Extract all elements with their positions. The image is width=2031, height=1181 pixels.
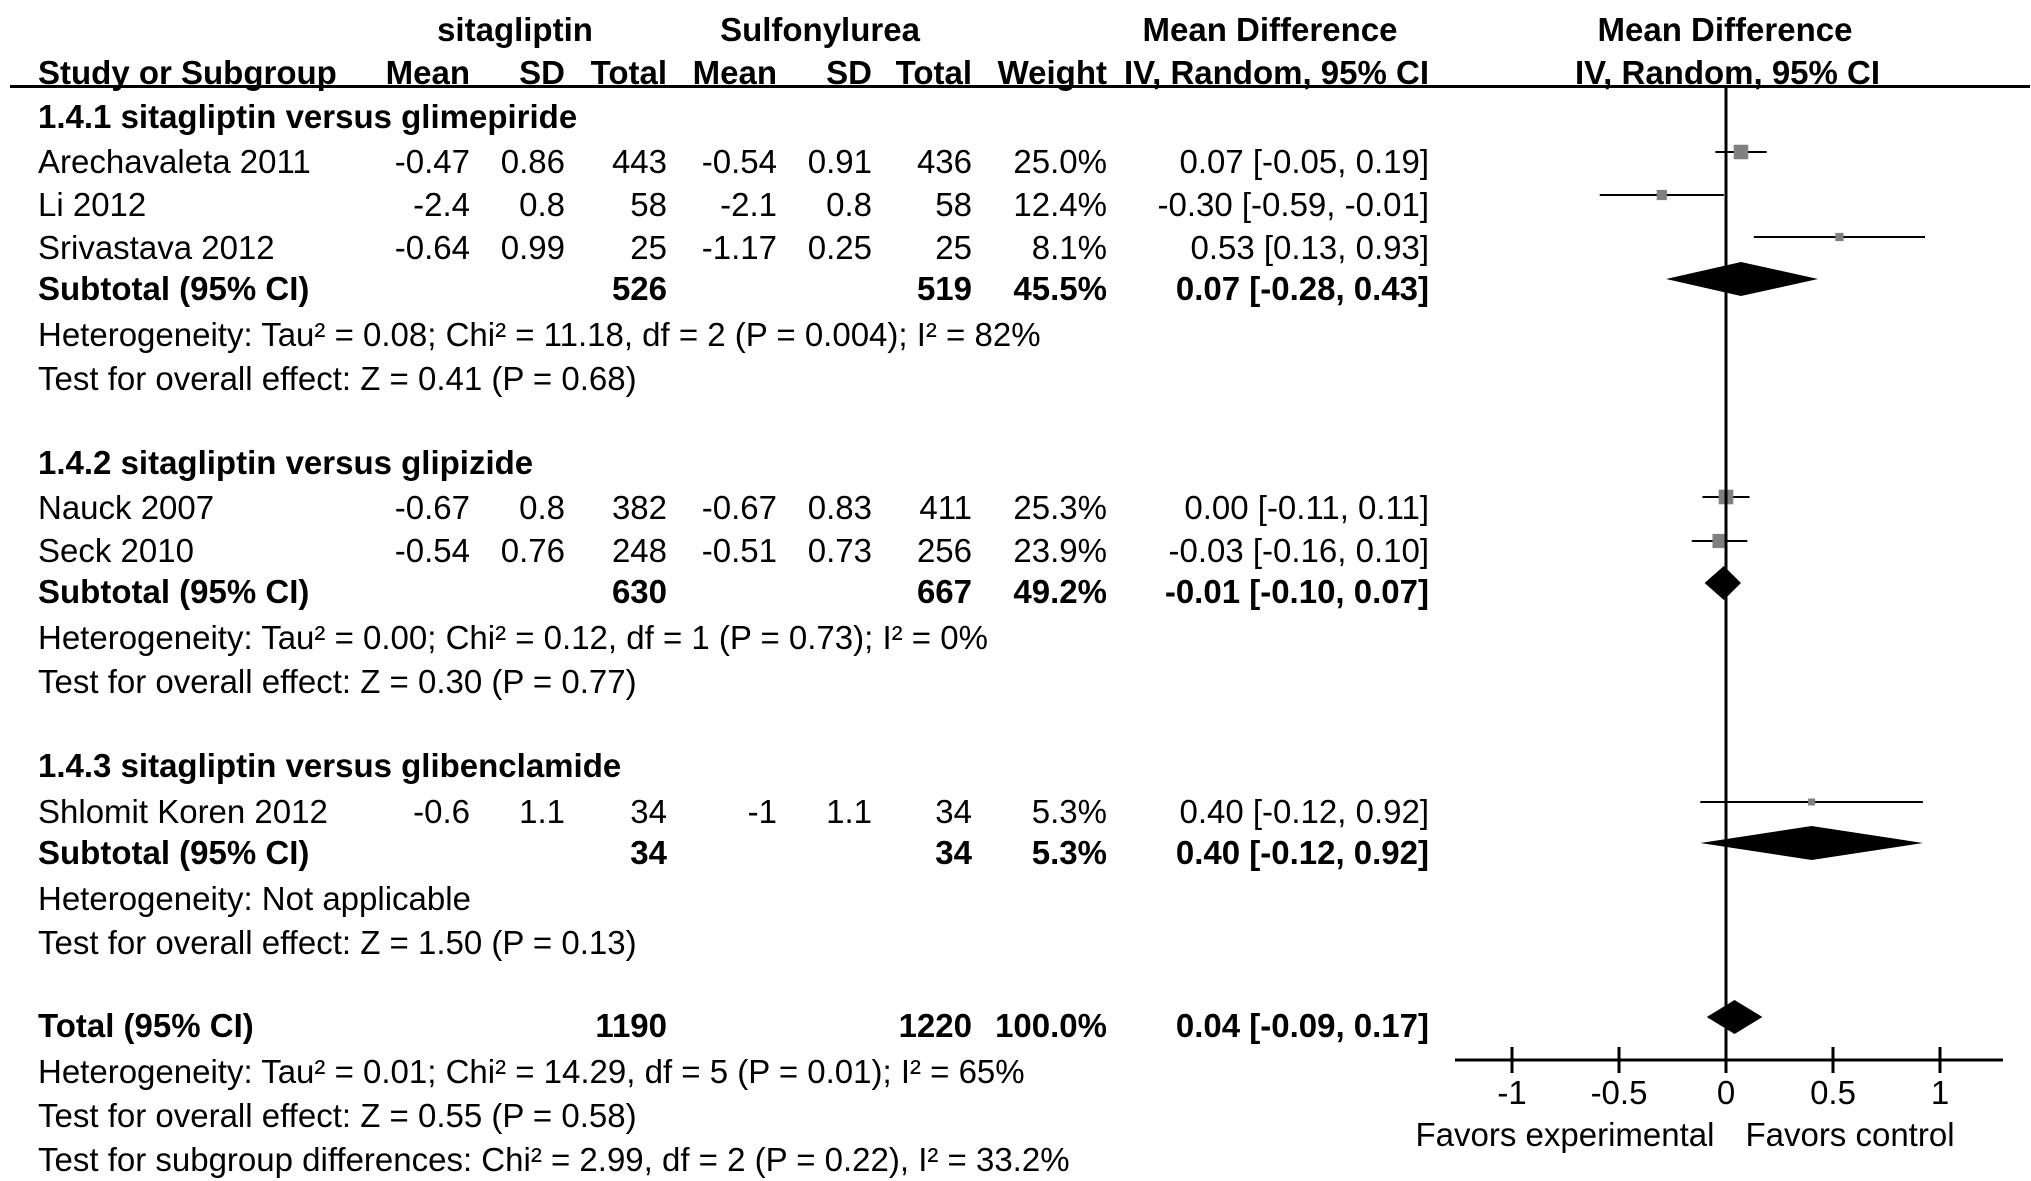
heterogeneity-text: Heterogeneity: Tau² = 0.08; Chi² = 11.18, df = 2 (P = 0.004); I² = 82% — [38, 316, 1041, 353]
header-weight: Weight — [997, 54, 1107, 91]
x-axis-tick-label: 1 — [1930, 1074, 1950, 1111]
pooled-diamond — [1707, 1000, 1763, 1034]
weight: 25.3% — [1013, 489, 1107, 526]
sd-exp: 0.8 — [519, 489, 565, 526]
pooled-diamond — [1705, 566, 1741, 600]
subtotal-total-ctl: 34 — [935, 834, 972, 871]
total-effect-ci: 0.04 [-0.09, 0.17] — [1175, 1007, 1429, 1044]
total-exp: 58 — [630, 186, 667, 223]
effect-ci: 0.07 [-0.05, 0.19] — [1179, 143, 1429, 180]
subgroup-differences-text: Test for subgroup differences: Chi² = 2.99, df = 2 (P = 0.22), I² = 33.2% — [38, 1141, 1070, 1178]
total-total-ctl: 1220 — [898, 1007, 972, 1044]
weight: 8.1% — [1031, 229, 1107, 266]
header-group-experimental: sitagliptin — [437, 11, 593, 48]
total-exp: 25 — [630, 229, 667, 266]
favors-left-label: Favors experimental — [1415, 1116, 1715, 1153]
total-ctl: 256 — [916, 532, 972, 569]
effect-ci: 0.53 [0.13, 0.93] — [1190, 229, 1429, 266]
header-plot-title: Mean Difference — [1597, 11, 1853, 48]
mean-ctl: -0.54 — [701, 143, 777, 180]
header-plot-method: IV, Random, 95% CI — [1575, 54, 1881, 91]
overall-effect-text: Test for overall effect: Z = 0.41 (P = 0.68) — [38, 360, 637, 397]
header-total-ctl: Total — [895, 54, 972, 91]
effect-ci: 0.40 [-0.12, 0.92] — [1179, 793, 1429, 830]
study-name: Arechavaleta 2011 — [38, 143, 311, 180]
header-study-column: Study or Subgroup — [38, 54, 337, 91]
subtotal-label: Subtotal (95% CI) — [38, 270, 310, 307]
subtotal-label: Subtotal (95% CI) — [38, 834, 310, 871]
total-exp: 34 — [630, 793, 667, 830]
weight: 25.0% — [1013, 143, 1107, 180]
study-name: Shlomit Koren 2012 — [38, 793, 328, 830]
mean-exp: -0.47 — [394, 143, 470, 180]
sd-exp: 0.99 — [500, 229, 565, 266]
mean-ctl: -0.51 — [701, 532, 777, 569]
study-point-square — [1808, 799, 1815, 806]
mean-exp: -0.6 — [413, 793, 470, 830]
study-point-square — [1657, 190, 1667, 200]
study-name: Seck 2010 — [38, 532, 194, 569]
effect-ci: -0.30 [-0.59, -0.01] — [1157, 186, 1429, 223]
mean-exp: -2.4 — [413, 186, 470, 223]
subtotal-total-exp: 630 — [611, 573, 667, 610]
weight: 5.3% — [1031, 793, 1107, 830]
sd-ctl: 0.8 — [826, 186, 872, 223]
subtotal-total-exp: 526 — [611, 270, 667, 307]
sd-exp: 0.8 — [519, 186, 565, 223]
study-point-square — [1835, 233, 1843, 241]
subtotal-total-ctl: 519 — [916, 270, 972, 307]
subtotal-total-exp: 34 — [630, 834, 667, 871]
overall-effect-text: Test for overall effect: Z = 1.50 (P = 0.13) — [38, 924, 637, 961]
total-overall-effect-text: Test for overall effect: Z = 0.55 (P = 0.58) — [38, 1097, 637, 1134]
subtotal-effect-ci: -0.01 [-0.10, 0.07] — [1164, 573, 1429, 610]
subtotal-weight: 45.5% — [1013, 270, 1107, 307]
header-effect-method: IV, Random, 95% CI — [1123, 54, 1429, 91]
x-axis-tick-label: -1 — [1497, 1074, 1527, 1111]
study-name: Srivastava 2012 — [38, 229, 275, 266]
weight: 23.9% — [1013, 532, 1107, 569]
total-ctl: 25 — [935, 229, 972, 266]
mean-exp: -0.64 — [394, 229, 470, 266]
subtotal-total-ctl: 667 — [916, 573, 972, 610]
subtotal-weight: 49.2% — [1013, 573, 1107, 610]
total-label: Total (95% CI) — [38, 1007, 254, 1044]
total-ctl: 34 — [935, 793, 972, 830]
total-exp: 382 — [611, 489, 667, 526]
subgroup-title: 1.4.3 sitagliptin versus glibenclamide — [38, 747, 622, 784]
effect-ci: -0.03 [-0.16, 0.10] — [1168, 532, 1429, 569]
sd-ctl: 1.1 — [826, 793, 872, 830]
subtotal-effect-ci: 0.07 [-0.28, 0.43] — [1175, 270, 1429, 307]
favors-right-label: Favors control — [1745, 1116, 1955, 1153]
subtotal-effect-ci: 0.40 [-0.12, 0.92] — [1175, 834, 1429, 871]
weight: 12.4% — [1013, 186, 1107, 223]
subgroup-title: 1.4.2 sitagliptin versus glipizide — [38, 444, 534, 481]
header-total-exp: Total — [590, 54, 667, 91]
heterogeneity-text: Heterogeneity: Not applicable — [38, 880, 471, 917]
total-exp: 248 — [611, 532, 667, 569]
total-exp: 443 — [611, 143, 667, 180]
total-ctl: 411 — [919, 489, 972, 526]
mean-ctl: -2.1 — [720, 186, 777, 223]
header-mean-ctl: Mean — [692, 54, 777, 91]
mean-ctl: -1.17 — [701, 229, 777, 266]
mean-ctl: -1 — [747, 793, 777, 830]
sd-ctl: 0.83 — [807, 489, 872, 526]
study-name: Li 2012 — [38, 186, 147, 223]
mean-exp: -0.54 — [394, 532, 470, 569]
pooled-diamond — [1700, 826, 1923, 860]
sd-ctl: 0.73 — [807, 532, 872, 569]
header-mean-exp: Mean — [385, 54, 470, 91]
mean-exp: -0.67 — [394, 489, 470, 526]
pooled-diamond — [1666, 262, 1818, 296]
total-heterogeneity-text: Heterogeneity: Tau² = 0.01; Chi² = 14.29, df = 5 (P = 0.01); I² = 65% — [38, 1053, 1025, 1090]
total-ctl: 436 — [916, 143, 972, 180]
subtotal-weight: 5.3% — [1031, 834, 1107, 871]
header-group-control: Sulfonylurea — [720, 11, 920, 48]
sd-ctl: 0.25 — [807, 229, 872, 266]
heterogeneity-text: Heterogeneity: Tau² = 0.00; Chi² = 0.12, df = 1 (P = 0.73); I² = 0% — [38, 619, 988, 656]
header-sd-exp: SD — [519, 54, 565, 91]
overall-effect-text: Test for overall effect: Z = 0.30 (P = 0.77) — [38, 663, 637, 700]
subgroup-title: 1.4.1 sitagliptin versus glimepiride — [38, 98, 578, 135]
x-axis-tick-label: 0 — [1716, 1074, 1736, 1111]
header-sd-ctl: SD — [826, 54, 872, 91]
sd-exp: 0.76 — [500, 532, 565, 569]
x-axis-tick-label: -0.5 — [1590, 1074, 1648, 1111]
total-weight: 100.0% — [995, 1007, 1107, 1044]
sd-exp: 0.86 — [500, 143, 565, 180]
x-axis-tick-label: 0.5 — [1810, 1074, 1856, 1111]
total-total-exp: 1190 — [595, 1007, 667, 1044]
subtotal-label: Subtotal (95% CI) — [38, 573, 310, 610]
sd-exp: 1.1 — [519, 793, 565, 830]
study-point-square — [1734, 145, 1749, 160]
mean-ctl: -0.67 — [701, 489, 777, 526]
sd-ctl: 0.91 — [807, 143, 872, 180]
effect-ci: 0.00 [-0.11, 0.11] — [1184, 489, 1429, 526]
study-name: Nauck 2007 — [38, 489, 215, 526]
total-ctl: 58 — [935, 186, 972, 223]
header-effect-title: Mean Difference — [1142, 11, 1398, 48]
